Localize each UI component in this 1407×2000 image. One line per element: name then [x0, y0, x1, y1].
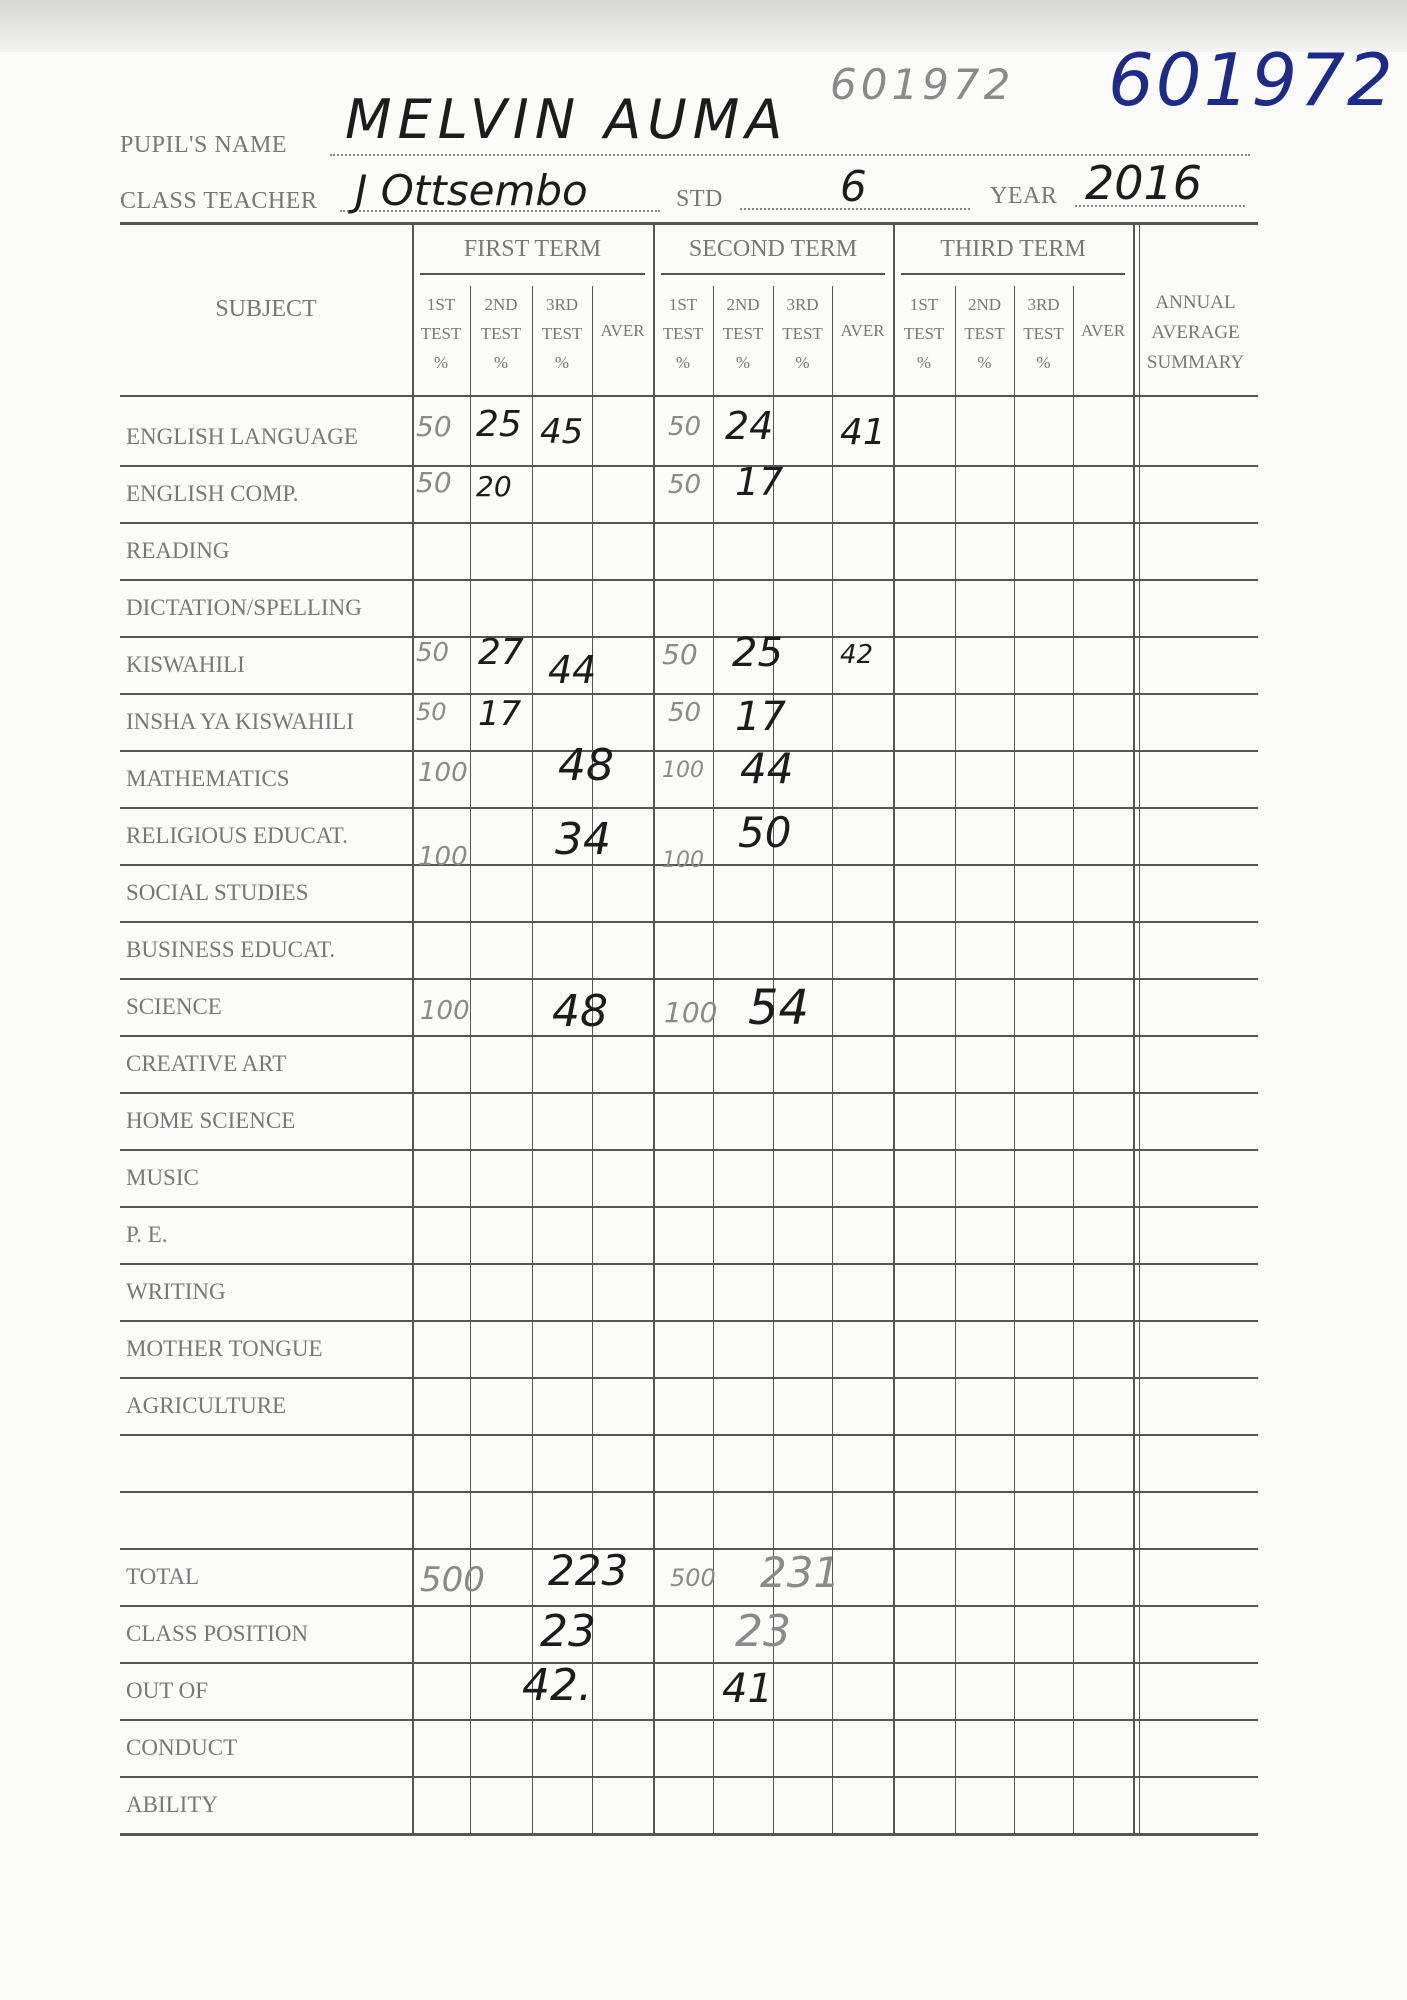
- row-rule: [120, 1662, 1258, 1664]
- mark-out-of: 50: [662, 638, 698, 671]
- std-label: STD: [676, 186, 723, 212]
- row-rule: [120, 921, 1258, 923]
- term-header-rule: [661, 273, 885, 275]
- mark-out-of: 100: [662, 758, 704, 783]
- subject-label: KISWAHILI: [126, 652, 245, 677]
- mark-value: 41: [722, 1666, 773, 1712]
- subject-label: CONDUCT: [126, 1735, 238, 1760]
- pupil-name-label: PUPIL'S NAME: [120, 132, 288, 158]
- mark-value: 44: [740, 744, 794, 793]
- test-column-label: 2ND TEST %: [722, 295, 764, 372]
- subject-label: OUT OF: [126, 1678, 209, 1703]
- subject-label: ENGLISH COMP.: [126, 481, 299, 506]
- subject-label: RELIGIOUS EDUCAT.: [126, 823, 348, 848]
- row-rule: [120, 1776, 1258, 1778]
- year-value: 2016: [1085, 156, 1203, 210]
- test-column-divider: [773, 286, 774, 1833]
- mark-value: 17: [735, 694, 786, 740]
- mark-out-of: 100: [664, 996, 718, 1029]
- mark-out-of: 50: [416, 410, 452, 443]
- subject-label: MOTHER TONGUE: [126, 1336, 323, 1361]
- row-rule: [120, 693, 1258, 695]
- test-column-label: AVER: [840, 321, 885, 340]
- test-column-label: 3RD TEST %: [1023, 295, 1064, 372]
- subject-label: INSHA YA KISWAHILI: [126, 709, 354, 734]
- test-column-divider: [1073, 286, 1074, 1833]
- row-rule: [120, 1149, 1258, 1151]
- mark-value: 50: [738, 808, 792, 857]
- term-divider: [653, 222, 655, 1833]
- pupil-id-large: 601972: [1108, 38, 1395, 122]
- mark-out-of: 50: [668, 412, 702, 442]
- term-header-3: THIRD TERM: [940, 236, 1086, 262]
- test-column-label: AVER: [600, 321, 645, 340]
- test-column-label: 3RD TEST %: [782, 295, 823, 372]
- test-column-divider: [532, 286, 533, 1833]
- row-rule: [120, 522, 1258, 524]
- row-rule: [120, 1719, 1258, 1721]
- mark-value: 17: [735, 460, 784, 504]
- mark-out-of: 100: [418, 842, 468, 872]
- mark-value: 34: [555, 814, 611, 865]
- test-column-divider: [1014, 286, 1015, 1833]
- mark-out-of: 50: [416, 638, 450, 668]
- row-rule: [120, 1434, 1258, 1436]
- mark-out-of: 100: [420, 996, 470, 1026]
- std-value: 6: [840, 162, 867, 211]
- mark-average: 44: [548, 648, 597, 692]
- subject-label: AGRICULTURE: [126, 1393, 287, 1418]
- row-rule: [120, 1035, 1258, 1037]
- mark-value: 25: [476, 404, 522, 445]
- mark-average: 41: [840, 412, 886, 453]
- term-header-rule: [420, 273, 645, 275]
- subject-label: P. E.: [126, 1222, 168, 1247]
- mark-out-of: 100: [418, 758, 468, 788]
- subject-label: DICTATION/SPELLING: [126, 595, 362, 620]
- row-rule: [120, 807, 1258, 809]
- mark-value: 20: [476, 470, 512, 503]
- term-header-1: FIRST TERM: [463, 236, 602, 262]
- subject-header: SUBJECT: [215, 296, 317, 322]
- row-rule: [120, 1605, 1258, 1607]
- term-header-2: SECOND TERM: [688, 236, 858, 262]
- row-rule: [120, 750, 1258, 752]
- mark-value: 231: [760, 1548, 841, 1597]
- subject-label: SOCIAL STUDIES: [126, 880, 309, 905]
- mark-out-of: 50: [416, 466, 452, 499]
- test-column-divider: [713, 286, 714, 1833]
- test-column-label: 2ND TEST %: [964, 295, 1005, 372]
- mark-value: 17: [478, 694, 522, 734]
- class-teacher-value: J Ottsembo: [355, 166, 588, 215]
- mark-value: 48: [552, 986, 608, 1037]
- test-column-label: 1ST TEST %: [903, 295, 945, 372]
- mark-average: 45: [540, 412, 584, 452]
- mark-value: 23: [540, 1606, 596, 1657]
- test-column-divider: [470, 286, 471, 1833]
- mark-value: 54: [748, 980, 810, 1036]
- test-column-label: AVER: [1080, 321, 1126, 340]
- row-rule: [120, 579, 1258, 581]
- subject-label: MUSIC: [126, 1165, 199, 1190]
- mark-out-of: 50: [668, 698, 702, 728]
- pupil-name-value: MELVIN AUMA: [345, 88, 789, 151]
- mark-value: 27: [478, 632, 524, 673]
- mark-value: 223: [548, 1546, 629, 1595]
- subject-label: WRITING: [126, 1279, 226, 1304]
- mark-out-of: 50: [416, 698, 447, 726]
- subject-divider: [412, 222, 414, 1833]
- class-teacher-label: CLASS TEACHER: [120, 188, 318, 214]
- pupil-id-small: 601972: [830, 60, 1015, 109]
- subject-label: SCIENCE: [126, 994, 222, 1019]
- row-rule: [120, 1833, 1258, 1835]
- mark-out-of: 500: [670, 1564, 716, 1592]
- row-rule: [120, 1548, 1258, 1550]
- term-header-rule: [901, 273, 1125, 275]
- mark-value: 42.: [522, 1660, 592, 1711]
- row-rule: [120, 1320, 1258, 1322]
- row-rule: [120, 465, 1258, 467]
- row-rule: [120, 1377, 1258, 1379]
- mark-value: 25: [732, 630, 783, 676]
- mark-value: 48: [558, 740, 614, 791]
- annual-summary-header: ANNUAL AVERAGE SUMMARY: [1146, 292, 1245, 373]
- year-label: YEAR: [990, 183, 1058, 209]
- mark-value: 23: [735, 1606, 791, 1657]
- subject-label: HOME SCIENCE: [126, 1108, 296, 1133]
- row-rule: [120, 1263, 1258, 1265]
- mark-value: 24: [725, 404, 774, 448]
- subject-label: MATHEMATICS: [126, 766, 290, 791]
- subject-label: ABILITY: [126, 1792, 218, 1817]
- test-column-label: 2ND TEST %: [480, 295, 522, 372]
- subject-label: CLASS POSITION: [126, 1621, 309, 1646]
- test-column-label: 3RD TEST %: [541, 295, 583, 372]
- test-column-divider: [955, 286, 956, 1833]
- annual-divider-2: [1139, 222, 1140, 1833]
- subject-label: READING: [126, 538, 230, 563]
- row-rule: [120, 1206, 1258, 1208]
- test-column-divider: [832, 286, 833, 1833]
- test-column-label: 1ST TEST %: [662, 295, 704, 372]
- mark-average: 42: [840, 640, 874, 670]
- row-rule: [120, 1491, 1258, 1493]
- term-divider: [893, 222, 895, 1833]
- mark-out-of: 500: [420, 1560, 485, 1600]
- row-rule: [120, 978, 1258, 980]
- row-rule: [120, 1092, 1258, 1094]
- test-column-label: 1ST TEST %: [420, 295, 462, 372]
- subject-label: TOTAL: [126, 1564, 200, 1589]
- table-top-rule: [120, 222, 1258, 225]
- subject-label: BUSINESS EDUCAT.: [126, 937, 336, 962]
- subject-label: CREATIVE ART: [126, 1051, 287, 1076]
- subject-label: ENGLISH LANGUAGE: [126, 424, 358, 449]
- table-header-rule: [120, 395, 1258, 397]
- test-column-divider: [592, 286, 593, 1833]
- term-divider: [1133, 222, 1135, 1833]
- mark-out-of: 50: [668, 470, 702, 500]
- mark-out-of: 100: [662, 848, 704, 873]
